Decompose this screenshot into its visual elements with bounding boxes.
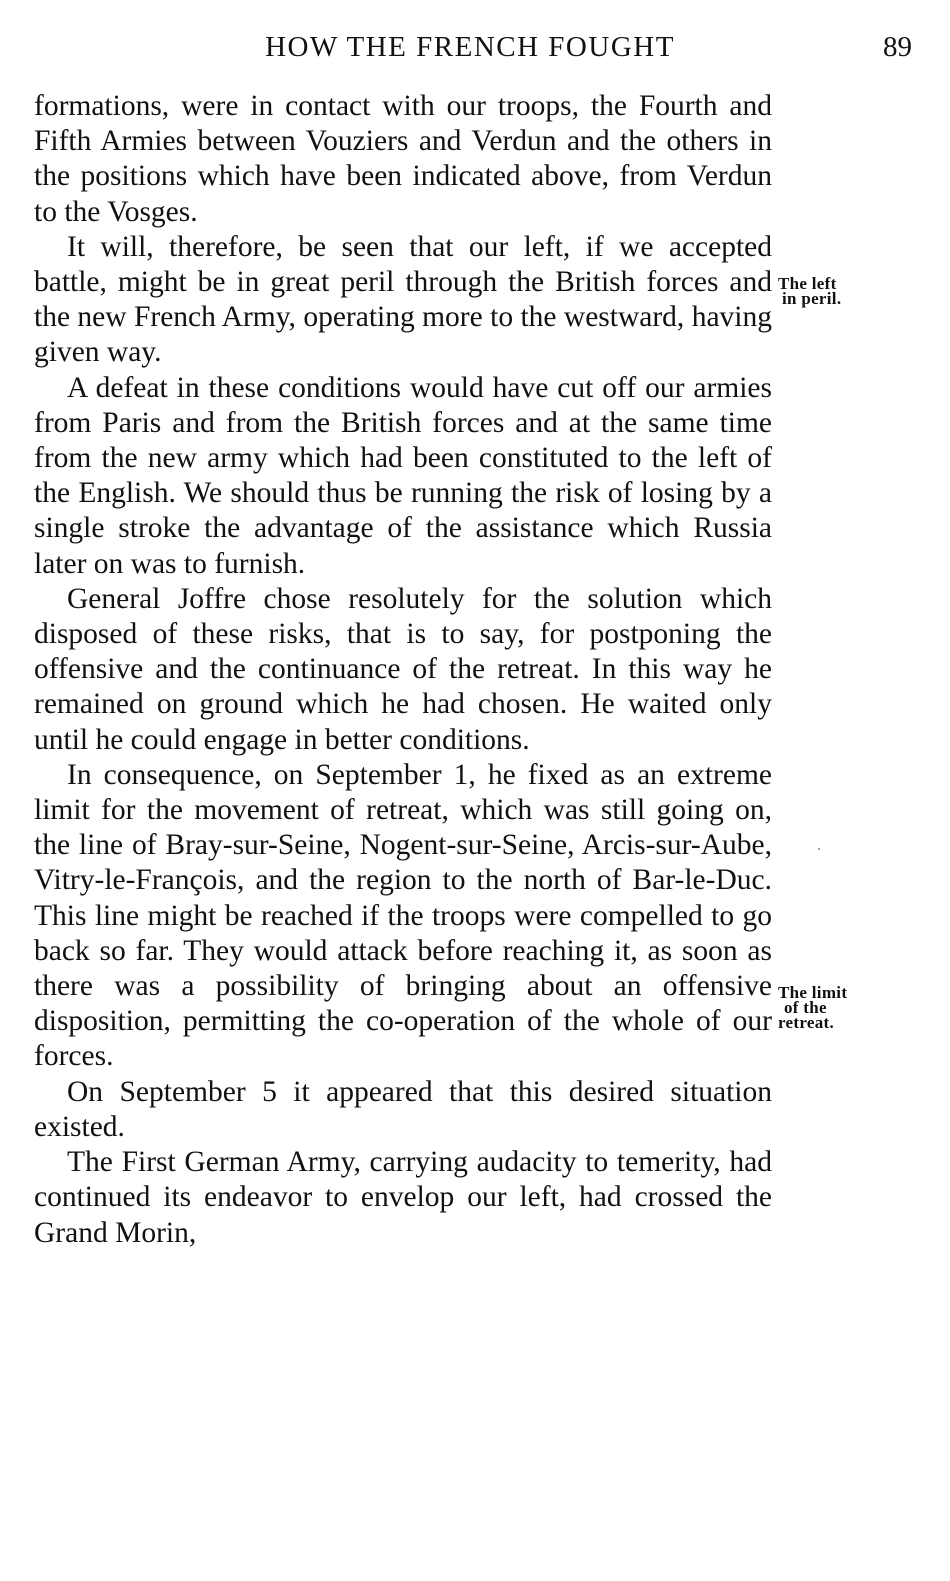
paragraph-5: In consequence, on September 1, he fixed as an extreme limit for the movement of retreat, which was still going on, the line of Bray-sur-Seine, Nogent-sur-Seine, Arcis-sur-Aube, Vitry-le-François, and the region to the north of Bar-le-Duc. This line might be reached if the troops were compelled to go back so far. They would attack before reaching it, as soon as there was a possibility of bringing about an offensive disposition, permitting the co-operation of the whole of our forces.: [34, 758, 772, 1073]
paragraph-2: It will, therefore, be seen that our left, if we accepted battle, might be in great peril through the British forces and the new French Army, operating more to the westward, having given way.: [34, 230, 772, 369]
paragraph-1: formations, were in contact with our troops, the Fourth and Fifth Armies between Vouziers and Verdun and the others in the positions which have been indicated above, from Verdun to the Vosges.: [34, 90, 772, 228]
paragraph-6: On September 5 it appeared that this desired situation existed.: [34, 1075, 772, 1143]
margin-note-line: of the: [784, 998, 827, 1017]
page-header: [0, 28, 950, 68]
margin-note-line: in peril.: [782, 289, 842, 308]
paragraph-7: The First German Army, carrying audacity to temerity, had continued its endeavor to envelop our left, had crossed the Grand Morin,: [34, 1146, 772, 1249]
margin-note-line: retreat.: [778, 1013, 835, 1032]
scan-speck: [818, 848, 820, 850]
paragraph-3: A defeat in these conditions would have cut off our armies from Paris and from the British forces and at the same time from the new army which had been constituted to the left of the English. We should thus be running the risk of losing by a single stroke the advantage of the assistance which Russia later on was to furnish.: [34, 371, 772, 580]
margin-note-limit-of-retreat: [778, 985, 888, 1030]
margin-note-line: The limit: [778, 983, 848, 1002]
page-number: 89: [883, 31, 912, 63]
margin-note-line: The left: [778, 274, 837, 293]
paragraph-4: General Joffre chose resolutely for the solution which disposed of these risks, that is to say, for postponing the offensive and the continuance of the retreat. In this way he remained on ground which he had chosen. He waited only until he could engage in better conditions.: [34, 582, 772, 756]
margin-note-left-in-peril: [778, 276, 888, 306]
running-head: HOW THE FRENCH FOUGHT: [265, 31, 675, 63]
body-text: [34, 89, 772, 1251]
